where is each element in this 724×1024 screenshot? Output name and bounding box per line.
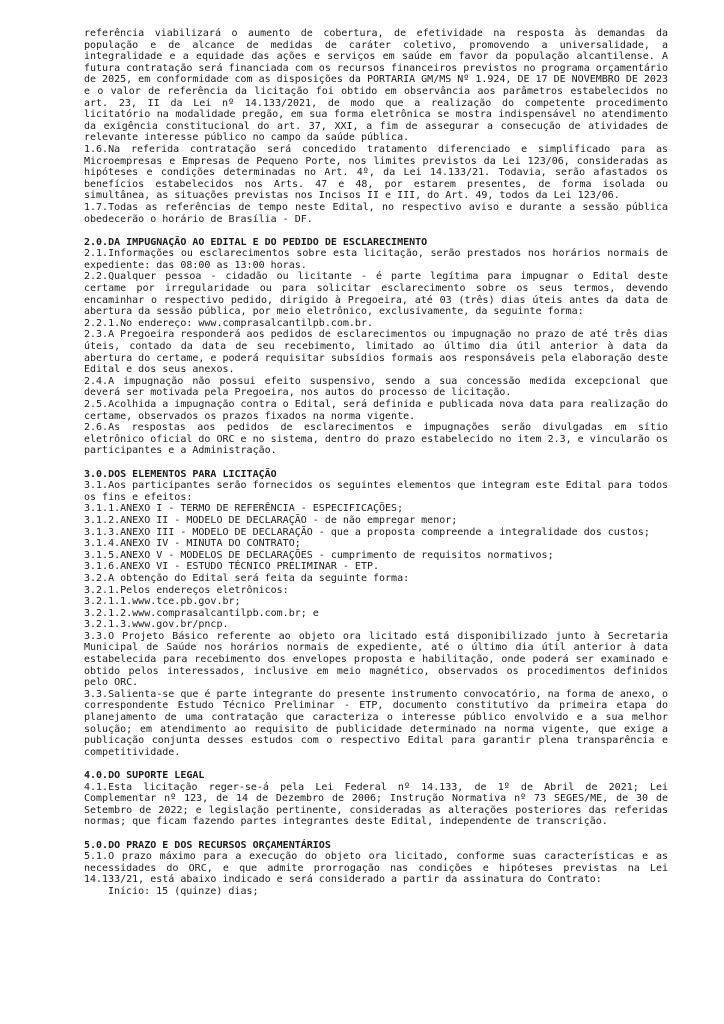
paragraph-inicio: Início: 15 (quinze) dias; <box>108 885 259 897</box>
paragraph-5-1: 5.1.O prazo máximo para a execução do objeto ora licitado, conforme suas características e as necessidades do ORC, e que admite prorrogação nas condições e hipóteses previstas na Lei 14.133/21, está abaixo indicado e será considerado a partir da assinatura do Contrato: <box>84 851 668 886</box>
spacer <box>84 758 668 770</box>
paragraph-2-1: 2.1.Informações ou esclarecimentos sobre esta licitação, serão prestados nos horários normais de expediente: das 08:00 as 13:00 horas. <box>84 248 668 271</box>
paragraph-2-4: 2.4.A impugnação não possui efeito suspensivo, sendo a sua concessão medida excepcional que deverá ser motivada pela Pregoeira, nos autos do processo de licitação. <box>84 375 668 399</box>
list-item-3-1-1: 3.1.1.ANEXO I - TERMO DE REFERÊNCIA - ESPECIFICAÇÕES; <box>84 503 404 515</box>
spacer <box>84 225 668 237</box>
list-item-3-1-6: 3.1.6.ANEXO VI - ESTUDO TÉCNICO PRELIMINAR - ETP. <box>84 561 380 573</box>
paragraph-3-3-etp: 3.3.Salienta-se que é parte integrante do presente instrumento convocatório, na forma de anexo, o correspondente Estudo Técnico Preliminar - ETP, documento constitutivo da primeira etapa do planejamento de uma contratação que caracteriza o interesse público envolvido e a sua melhor solução; em atendimento ao requisito de publicidade determinado na norma vigente, que exige a publicação conjunta desses estudos com o respectivo Edital para garantir plena transparência e competitividade. <box>84 688 668 758</box>
list-item-3-2-1-1: 3.2.1.1.www.tce.pb.gov.br; <box>84 596 241 608</box>
paragraph-2-2: 2.2.Qualquer pessoa - cidadão ou licitante - é parte legítima para impugnar o Edital deste certame por irregularidade ou para solicitar esclarecimento sobre os seus termos, devendo encaminhar o respectivo pedido, dirigido à Pregoeira, até 03 (três) dias úteis antes da data de abertura da sessão pública, por meio eletrônico, exclusivamente, da seguinte forma: <box>84 271 668 318</box>
spacer <box>84 828 668 840</box>
list-item-3-1-2: 3.1.2.ANEXO II - MODELO DE DECLARAÇÃO - de não empregar menor; <box>84 514 458 526</box>
list-item-3-2-1-3: 3.2.1.3.www.gov.br/pncp. <box>84 619 229 631</box>
paragraph-1-6: 1.6.Na referida contratação será concedido tratamento diferenciado e simplificado para as Microempresas e Empresas de Pequeno Porte, nos limites previstos da Lei 123/06, consideradas as hipóteses e condições determinadas no Art. 4º, da Lei 14.133/21. Todavia, serão afastados os benefícios estabelecidos nos Arts. 47 e 48, por estarem presentes, de forma isolada ou simultânea, as situações previstas nos Incisos II e III, do Art. 49, todos da Lei 123/06. <box>84 143 668 202</box>
paragraph-intro-continuation: referência viabilizará o aumento de cobertura, de efetividade na resposta às demandas da população e de alcance de medidas de caráter coletivo, promovendo a universalidade, a integralidade e a equidade das ações e serviços em saúde em favor da população alcantilense. A futura contratação será financiada com os recursos financeiros previstos no programa orçamentário de 2025, em conformidade com as disposições da PORTARIA GM/MS Nº 1.924, DE 17 DE NOVEMBRO DE 2023 e o valor de referência da licitação foi obtido em observância aos parâmetros estabelecidos no art. 23, II da Lei nº 14.133/2021, de modo que a realização do competente procedimento licitatório na modalidade pregão, em sua forma eletrônica se mostra indispensável no atendimento da exigência constitucional do art. 37, XXI, a fim de assegurar a consecução de atividades de relevante interesse público no campo da saúde pública. <box>84 28 668 144</box>
paragraph-1-7: 1.7.Todas as referências de tempo neste Edital, no respectivo aviso e durante a sessão pública obedecerão o horário de Brasília - DF. <box>84 201 668 225</box>
list-item-3-2-1-2: 3.2.1.2.www.comprasalcantilpb.com.br; e <box>84 607 319 619</box>
section-heading-4: 4.0.DO SUPORTE LEGAL <box>84 770 205 781</box>
paragraph-3-1: 3.1.Aos participantes serão fornecidos os seguintes elementos que integram este Edital para todos os fins e efeitos: <box>84 480 668 503</box>
list-item-3-2-1: 3.2.1.Pelos endereços eletrônicos: <box>84 584 289 596</box>
list-item-3-1-5: 3.1.5.ANEXO V - MODELOS DE DECLARAÇÕES - cumprimento de requisitos normativos; <box>84 549 554 561</box>
paragraph-3-3-projeto-basico: 3.3.O Projeto Básico referente ao objeto ora licitado está disponibilizado junto à Secretaria Municipal de Saúde nos horários normais de expediente, até o último dia útil anterior à data estabelecida para recebimento dos envelopes proposta e habilitação, onde poderá ser examinado e obtido pelos interessados, inclusive em meio magnético, observados os procedimentos definidos pelo ORC. <box>84 630 668 689</box>
section-heading-5: 5.0.DO PRAZO E DOS RECURSOS ORÇAMENTÁRIOS <box>84 839 331 851</box>
paragraph-2-2-1: 2.2.1.No endereço: www.comprasalcantilpb.com.br. <box>84 317 373 329</box>
paragraph-2-6: 2.6.As respostas aos pedidos de esclarecimentos e impugnações serão divulgadas em sítio eletrônico oficial do ORC e no sistema, dentro do prazo estabelecido no item 2.3, e vincularão os participantes e a Administração. <box>84 422 668 457</box>
paragraph-4-1: 4.1.Esta licitação reger-se-á pela Lei Federal nº 14.133, de 1º de Abril de 2021; Lei Complementar nº 123, de 14 de Dezembro de 2006; Instrução Normativa nº 73 SEGES/ME, de 30 de Setembro de 2022; e legislação pertinente, consideradas as alterações posteriores das referidas normas; que ficam fazendo partes integrantes deste Edital, independente de transcrição. <box>84 781 668 828</box>
list-item-3-1-3: 3.1.3.ANEXO III - MODELO DE DECLARAÇÃO - que a proposta compreende a integralidade dos custos; <box>84 526 650 538</box>
section-heading-3: 3.0.DOS ELEMENTOS PARA LICITAÇÃO <box>84 468 277 480</box>
list-item-3-1-4: 3.1.4.ANEXO IV - MINUTA DO CONTRATO; <box>84 538 301 550</box>
paragraph-2-3: 2.3.A Pregoeira responderá aos pedidos de esclarecimentos ou impugnação no prazo de até três dias úteis, contado da data de seu recebimento, limitado ao último dia útil anterior à data da abertura do certame, e poderá requisitar subsídios formais aos responsáveis pela elaboração deste Edital e dos seus anexos. <box>84 329 668 376</box>
spacer <box>84 457 668 469</box>
paragraph-3-2: 3.2.A obtenção do Edital será feita da seguinte forma: <box>84 572 410 584</box>
paragraph-2-5: 2.5.Acolhida a impugnação contra o Edital, será definida e publicada nova data para realização do certame, observados os prazos fixados na norma vigente. <box>84 399 668 422</box>
section-heading-2: 2.0.DA IMPUGNAÇÃO AO EDITAL E DO PEDIDO DE ESCLARECIMENTO <box>84 236 428 248</box>
